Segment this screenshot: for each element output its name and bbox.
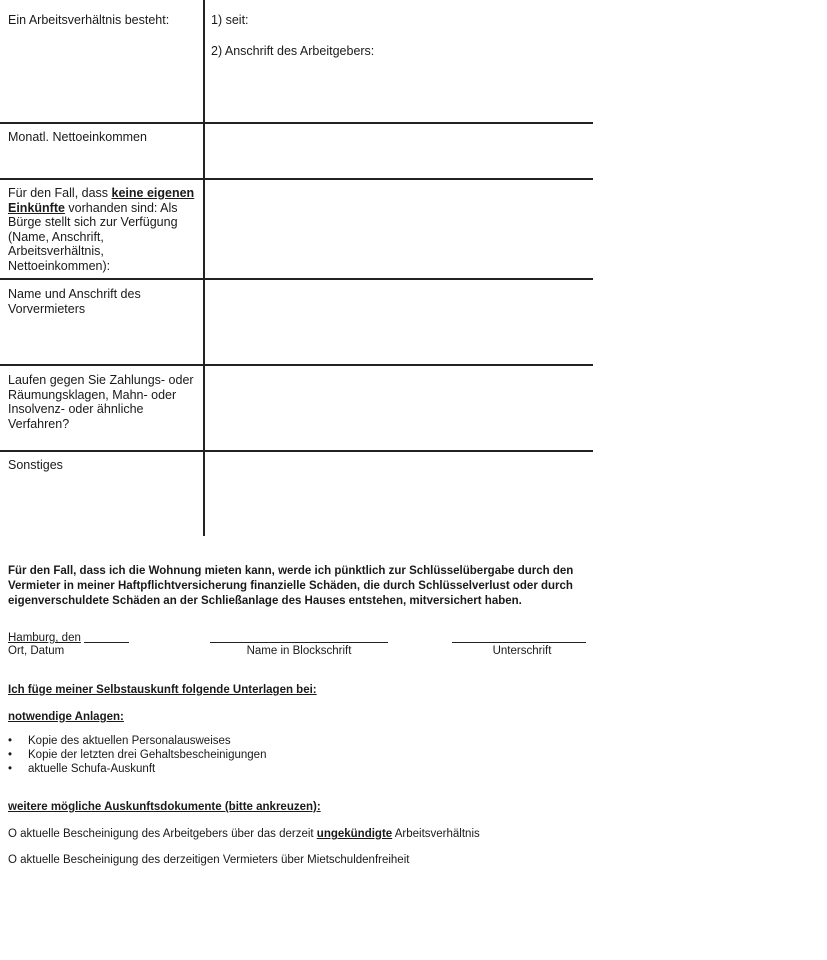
list-item: • Kopie des aktuellen Personalausweises <box>8 735 231 747</box>
no-income-emphasis: keine eigenen Einkünfte <box>8 186 195 215</box>
previous-landlord-field[interactable] <box>211 287 581 357</box>
place-date-line[interactable] <box>84 642 129 643</box>
attachments-heading: Ich füge meiner Selbstauskunft folgende Unterlagen bei: <box>8 684 317 696</box>
place-prefill: Hamburg, den <box>8 632 81 644</box>
signature-line[interactable] <box>452 642 586 643</box>
row-divider <box>0 122 593 124</box>
block-name-line[interactable] <box>210 642 388 643</box>
bullet-icon: • <box>8 763 13 775</box>
place-date-label: Ort, Datum <box>8 645 65 657</box>
guarantor-label: Für den Fall, dass keine eigenen Einkünfte vorhanden sind: Als Bürge stellt sich zur Verfügung (Name, Anschrift, Arbeitsverhältnis, Nettoeinkommen): <box>8 186 195 273</box>
liability-notice: Für den Fall, dass ich die Wohnung mieten kann, werde ich pünktlich zur Schlüsselübergabe durch den Vermieter in meiner Haftpflichtversicherung finanzielle Schäden, die durch Schlüsselverlust oder durch eigenverschuldete Schäden an der Schließanlage des Hauses entstehen, mitversichert haben. <box>8 565 574 607</box>
bullet-icon: • <box>8 735 13 747</box>
unterminated-emphasis: ungekündigte <box>316 828 393 840</box>
checkbox-marker[interactable]: O <box>8 828 17 840</box>
net-income-label: Monatl. Nettoeinkommen <box>8 130 147 144</box>
optional-item-employer: O aktuelle Bescheinigung des Arbeitgebers über das derzeit ungekündigte Arbeitsverhältnis <box>8 828 480 840</box>
lawsuits-field[interactable] <box>211 373 581 443</box>
optional-item-landlord: O aktuelle Bescheinigung des derzeitigen Vermieters über Mietschuldenfreiheit <box>8 854 410 866</box>
net-income-field[interactable] <box>211 130 581 170</box>
row-divider <box>0 178 593 180</box>
required-heading: notwendige Anlagen: <box>8 711 124 723</box>
bullet-icon: • <box>8 749 13 761</box>
lawsuits-label: Laufen gegen Sie Zahlungs- oder Räumungsklagen, Mahn- oder Insolvenz- oder ähnliche Verfahren? <box>8 373 194 431</box>
row-divider <box>0 364 593 366</box>
list-item: • Kopie der letzten drei Gehaltsbescheinigungen <box>8 749 267 761</box>
employment-label: Ein Arbeitsverhältnis besteht: <box>8 13 170 27</box>
optional-heading: weitere mögliche Auskunftsdokumente (bitte ankreuzen): <box>8 801 321 813</box>
required-list <box>8 734 266 776</box>
row-divider <box>0 450 593 452</box>
row-divider <box>0 278 593 280</box>
employer-address-field[interactable]: 2) Anschrift des Arbeitgebers: <box>211 44 375 58</box>
column-divider <box>203 0 205 536</box>
other-field[interactable] <box>211 458 581 532</box>
guarantor-field[interactable] <box>211 186 581 272</box>
checkbox-marker[interactable]: O <box>8 854 17 866</box>
signature-label: Unterschrift <box>492 645 552 657</box>
list-item: • aktuelle Schufa-Auskunft <box>8 763 156 775</box>
other-label: Sonstiges <box>8 458 63 472</box>
employment-since-field[interactable]: 1) seit: <box>211 13 249 27</box>
previous-landlord-label: Name und Anschrift des Vorvermieters <box>8 287 141 316</box>
block-name-label: Name in Blockschrift <box>246 645 352 657</box>
